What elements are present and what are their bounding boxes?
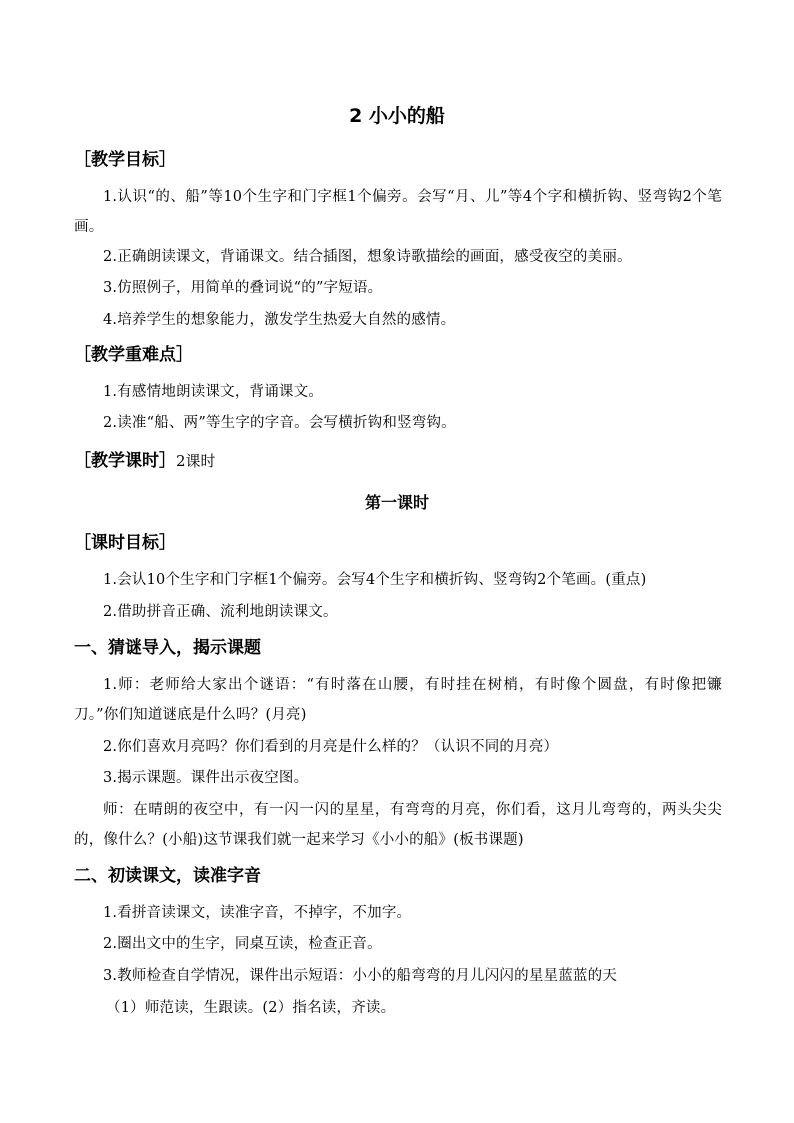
- hours-value: 2课时: [176, 452, 216, 470]
- section1-heading: 一、猜谜导入，揭示课题: [74, 638, 261, 658]
- objectives-heading: ［教学目标］: [74, 150, 176, 170]
- section2-heading: 二、初读课文，读准字音: [74, 866, 261, 886]
- section1-item-3: 3.揭示课题。课件出示夜空图。: [103, 770, 309, 786]
- section1-item-4: 师：在晴朗的夜空中，有一闪一闪的星星，有弯弯的月亮，你们看，这月儿弯弯的，两头尖尖的，像什么？(小船)这节课我们就一起来学习《小小的船》(板书课题): [74, 802, 722, 848]
- objective-4: 4.培养学生的想象能力，激发学生热爱大自然的感情。: [103, 312, 456, 328]
- objective-3: 3.仿照例子，用简单的叠词说“的”字短语。: [103, 280, 383, 296]
- section2-item-1: 1.看拼音读课文，读准字音，不掉字，不加字。: [103, 905, 412, 921]
- document-title: 2 小小的船: [349, 105, 445, 127]
- key-points-heading: ［教学重难点］: [74, 345, 193, 365]
- hours-label: ［教学课时］: [74, 451, 176, 471]
- hours-heading: [74, 449, 216, 473]
- lesson1-title: 第一课时: [364, 493, 429, 512]
- objective-2: 2.正确朗读课文，背诵课文。结合插图，想象诗歌描绘的画面，感受夜空的美丽。: [103, 249, 632, 265]
- section2-item-3: 3.教师检查自学情况，课件出示短语：小小的船弯弯的月儿闪闪的星星蓝蓝的天: [103, 968, 618, 984]
- key-point-2: 2.读准“船、两”等生字的字音。会写横折钩和竖弯钩。: [103, 415, 456, 431]
- key-point-1: 1.有感情地朗读课文，背诵课文。: [103, 384, 324, 400]
- lesson-objective-1: 1.会认10个生字和门字框1个偏旁。会写4个生字和横折钩、竖弯钩2个笔画。(重点): [103, 572, 647, 588]
- section1-item-1: 1.师：老师给大家出个谜语：“有时落在山腰，有时挂在树梢，有时像个圆盘，有时像把镰刀。”你们知道谜底是什么吗？(月亮): [74, 677, 722, 723]
- section1-item-2: 2.你们喜欢月亮吗？你们看到的月亮是什么样的？（认识不同的月亮）: [103, 739, 559, 755]
- objective-1: 1.认识“的、船”等10个生字和门字框1个偏旁。会写“月、儿”等4个字和横折钩、竖弯钩2个笔画。: [74, 189, 722, 235]
- lesson-objective-2: 2.借助拼音正确、流利地朗读课文。: [103, 604, 338, 620]
- lesson-objectives-heading: ［课时目标］: [74, 533, 176, 553]
- section2-item-4: （1）师范读，生跟读。(2）指名读，齐读。: [106, 1000, 396, 1016]
- section2-item-2: 2.圈出文中的生字，同桌互读，检查正音。: [103, 936, 382, 952]
